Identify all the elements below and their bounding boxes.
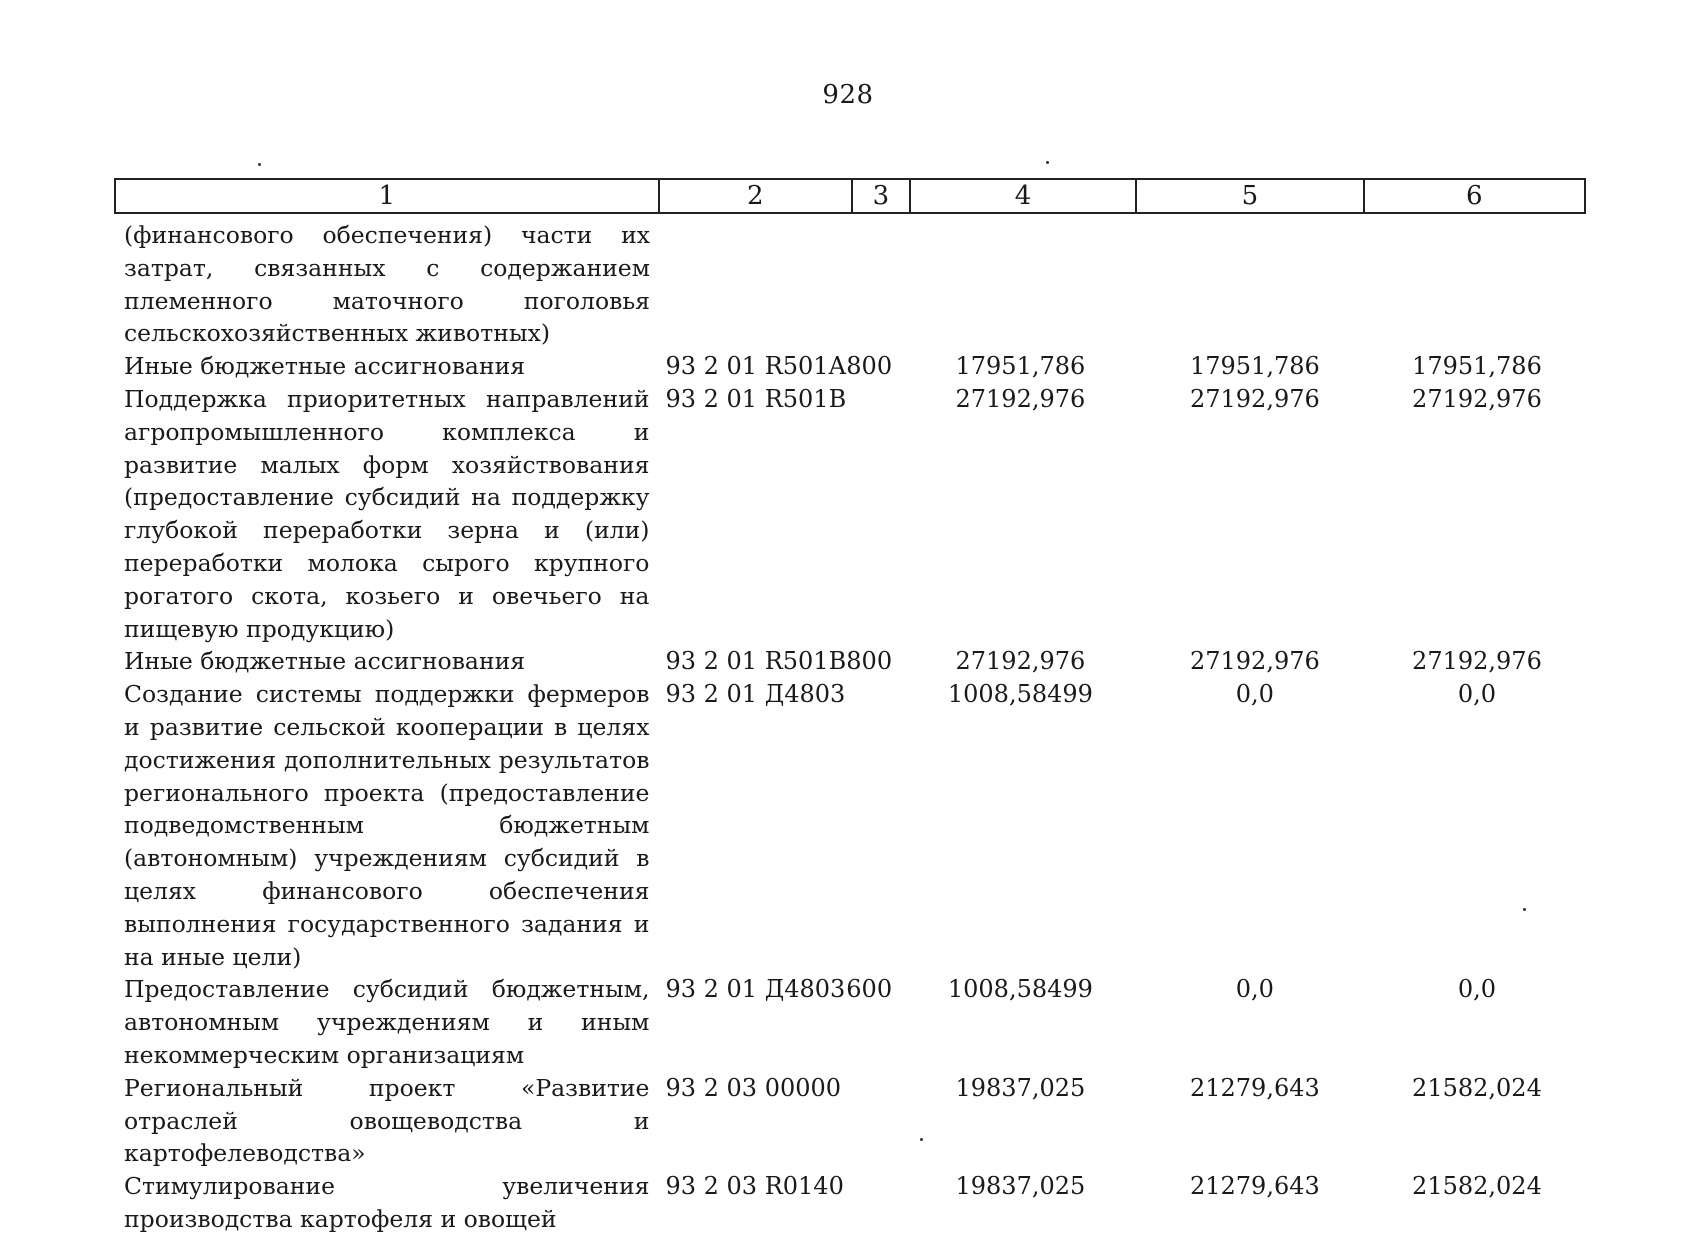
table-body	[124, 219, 1586, 1236]
amount-col6: 0,0	[1457, 975, 1497, 1004]
amount-col6: 27192,976	[1412, 647, 1542, 676]
scan-speck	[258, 163, 261, 166]
scan-speck	[1523, 908, 1526, 911]
column-header-3: 3	[853, 180, 911, 212]
amount-col5: 17951,786	[1189, 352, 1320, 381]
column-header-1: 1	[116, 180, 660, 212]
target-code: 93 2 01 R501A	[665, 352, 846, 381]
amount-col4: 1008,58499	[947, 680, 1093, 709]
item-name: Создание системы поддержки фермеров и развитие сельской кооперации в целях достижения дополнительных результатов регионального проекта (предоставление подведомственным бюджетным (автономным) учреждениям субсидий в целях финансового обеспечения выполнения государственного задания и на иные цели)	[124, 680, 650, 971]
target-code: 93 2 01 Д4803	[665, 975, 846, 1004]
target-code: 93 2 01 R501B	[665, 647, 847, 676]
table-row	[124, 219, 1586, 350]
expense-type: 800	[846, 352, 893, 381]
item-name: Иные бюджетные ассигнования	[124, 647, 526, 676]
column-header-2: 2	[660, 180, 853, 212]
column-header-6: 6	[1466, 181, 1483, 211]
amount-col6: 21582,024	[1412, 1073, 1542, 1102]
item-name: Стимулирование увеличения производства картофеля и овощей	[124, 1172, 650, 1233]
item-name: Иные бюджетные ассигнования	[124, 352, 526, 381]
target-code: 93 2 01 R501B	[665, 384, 847, 413]
table-row	[124, 1170, 1586, 1236]
table-row	[124, 1072, 1586, 1170]
table-header	[114, 178, 1586, 214]
table-row	[124, 678, 1586, 973]
amount-col6: 17951,786	[1412, 352, 1542, 381]
item-name: Предоставление субсидий бюджетным, автономным учреждениям и иным некоммерческим организациям	[124, 975, 650, 1069]
amount-col6: 21582,024	[1412, 1172, 1542, 1201]
item-name: Поддержка приоритетных направлений агропромышленного комплекса и развитие малых форм хозяйствования (предоставление субсидий на поддержку глубокой переработки зерна и (или) переработки молока сырого крупного рогатого скота, козьего и овечьего на пищевую продукцию)	[124, 384, 650, 643]
target-code: 93 2 01 Д4803	[665, 680, 846, 709]
amount-col6: 27192,976	[1412, 384, 1542, 413]
table-row	[124, 645, 1586, 678]
column-header-4: 4	[911, 180, 1137, 212]
amount-col6: 0,0	[1457, 680, 1497, 709]
amount-col4: 19837,025	[955, 1172, 1086, 1201]
item-name: (финансового обеспечения) части их затрат, связанных с содержанием племенного маточного поголовья сельскохозяйственных животных)	[124, 221, 650, 348]
amount-col5: 0,0	[1235, 975, 1274, 1004]
target-code: 93 2 03 00000	[665, 1073, 842, 1102]
amount-col5: 0,0	[1235, 680, 1274, 709]
amount-col4: 1008,58499	[947, 975, 1093, 1004]
table-row	[124, 973, 1586, 1071]
table-row	[124, 383, 1586, 645]
scan-speck	[1046, 161, 1049, 164]
amount-col5: 27192,976	[1189, 647, 1320, 676]
amount-col4: 27192,976	[955, 384, 1086, 413]
amount-col5: 27192,976	[1189, 384, 1320, 413]
amount-col4: 27192,976	[955, 647, 1086, 676]
scan-speck	[920, 1138, 923, 1141]
target-code: 93 2 03 R0140	[665, 1172, 844, 1201]
amount-col5: 21279,643	[1189, 1073, 1320, 1102]
expense-type: 800	[846, 647, 893, 676]
page-number: 928	[822, 80, 874, 110]
column-header-5: 5	[1137, 180, 1364, 212]
table-row	[124, 350, 1586, 383]
expense-type: 600	[846, 975, 893, 1004]
item-name: Региональный проект «Развитие отраслей овощеводства и картофелеводства»	[124, 1073, 650, 1168]
amount-col4: 19837,025	[955, 1073, 1086, 1102]
amount-col5: 21279,643	[1189, 1172, 1320, 1201]
amount-col4: 17951,786	[955, 352, 1086, 381]
